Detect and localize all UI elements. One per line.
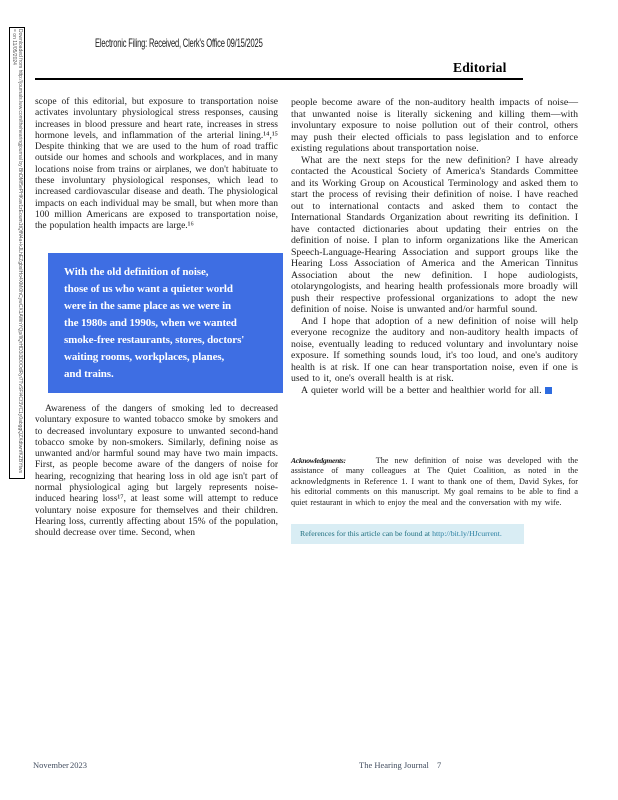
- references-note-band: [291, 524, 524, 544]
- right-column-paragraph-1: people become aware of the non-auditory health impacts of noise—that unwanted noise is literally sickening and killing them—with involuntary exposure to noise pollution out of their control, others may push their elected officials to pass legislation and to enforce existing regulations about transportation noise.: [291, 97, 578, 154]
- pull-quote-line: the 1980s and 1990s, when we wanted: [64, 317, 237, 329]
- pull-quote-line: and trains.: [64, 368, 114, 380]
- right-column: [291, 97, 578, 396]
- end-of-article-icon: [545, 387, 552, 394]
- footer-page-number: 7: [437, 760, 442, 770]
- footer-year: 2023: [70, 760, 87, 770]
- closing-sentence: A quieter world will be a better and healthier world for all.: [301, 384, 542, 396]
- right-column-paragraph-2: What are the next steps for the new definition? I have already contacted the Acoustical Society of America's Standards Committee and its Working Group on Acoustical Terminology and asked them to start the process of revising their definition of noise. I have reached out to international contacts and asked them to contact the International Standards Organization about rewriting its definition. I have contacted dictionaries about updating their entries on the definition of noise. I plan to inform organizations like the American Speech-Language-Hearing Association and support groups like the Hearing Loss Association of America and the American Tinnitus Association about the new definition. I hope audiologists, otolaryngologists, and hearing health professionals more broadly will push their respective professional organizations to adopt the new definition of noise. Noise is unwanted and/or harmful sound.: [291, 154, 578, 315]
- download-watermark-text: Downloaded from http://journals.lww.com/thehearingjournal by BhDMf5ePHKav1zEoum1tQfN4a+kJLhEZgbsIHo4XMi0hCywCX1AWnYQp/IlQrHD3i3D0OdRyi7TvSFl4Cf3VC1y0abggQZXdtwnfKZBYtws= on 11/05/2024: [11, 29, 23, 474]
- download-watermark-box: [9, 27, 25, 479]
- acknowledgments-label: Acknowledgments:: [291, 456, 346, 465]
- pull-quote-line: waiting rooms, workplaces, planes,: [64, 351, 225, 363]
- pull-quote-box: [48, 253, 283, 393]
- right-column-paragraph-4: [291, 385, 578, 397]
- references-link[interactable]: http://bit.ly/HJcurrent.: [432, 529, 502, 538]
- pull-quote-line: were in the same place as we were in: [64, 300, 232, 312]
- pull-quote-line: With the old definition of noise,: [64, 266, 209, 278]
- footer-journal-name: The Hearing Journal: [359, 760, 429, 770]
- references-note-text: References for this article can be found at: [300, 529, 433, 538]
- footer-month: November: [33, 760, 69, 770]
- electronic-filing-stamp: Electronic Filing: Received, Clerk's Office 09/15/2025: [95, 36, 263, 50]
- pull-quote-line: smoke-free restaurants, stores, doctors': [64, 334, 245, 346]
- left-column-paragraph-2: Awareness of the dangers of smoking led to decreased voluntary exposure to wanted tobacco smoke by smokers and to decreased involuntary exposure to unwanted second-hand tobacco smoke by non-smokers. Similarly, defining noise as unwanted and/or harmful sound may have two main impacts. First, as people become aware of the dangers of noise for hearing, recognizing that hearing loss in old age isn't part of normal physiological aging but largely represents noise-induced hearing loss¹⁷, at least some will attempt to reduce voluntary noise exposure for themselves and their children. Hearing loss, currently affecting about 15% of the population, should decrease over time. Second, when: [35, 404, 278, 539]
- section-heading: Editorial: [453, 60, 507, 75]
- pull-quote-line: those of us who want a quieter world: [64, 283, 233, 295]
- left-column-paragraph-1: scope of this editorial, but exposure to transportation noise activates involuntary physiological stress responses, causing increases in blood pressure and heart rate, increases in stress hormone levels, and inflammation of the arterial lining.¹⁴,¹⁵ Despite thinking that we are used to the hum of road traffic outside our homes and schools and workplaces, and in many locations noise from trains or airplanes, we don't habituate to these involuntary physiological responses, which lead to increased cardiovascular disease and death. The physiological impacts on each individual may be small, but when more than 100 million Americans are exposed to transportation noise, the population health impacts are large.¹⁶: [35, 97, 278, 232]
- header-rule: [35, 78, 523, 80]
- right-column-paragraph-3: And I hope that adoption of a new definition of noise will help everyone recognize the auditory and non-auditory health impacts of noise, eventually leading to reduced voluntary and involuntary noise exposure. If something sounds loud, it's too loud, and one's auditory health is at risk. If one can hear transportation noise, even if one is used to it, one's overall health is at risk.: [291, 315, 578, 384]
- acknowledgments-block: [291, 456, 578, 508]
- acknowledgments-text: The new definition of noise was developed with the assistance of many colleagues at The Quiet Coalition, as noted in the acknowledgments in Reference 1. I want to thank one of them, David Sykes, for his editorial comments on this manuscript. My goal remains to be able to find a quiet restaurant in which to enjoy the meal and the conversation with my wife.: [291, 456, 578, 507]
